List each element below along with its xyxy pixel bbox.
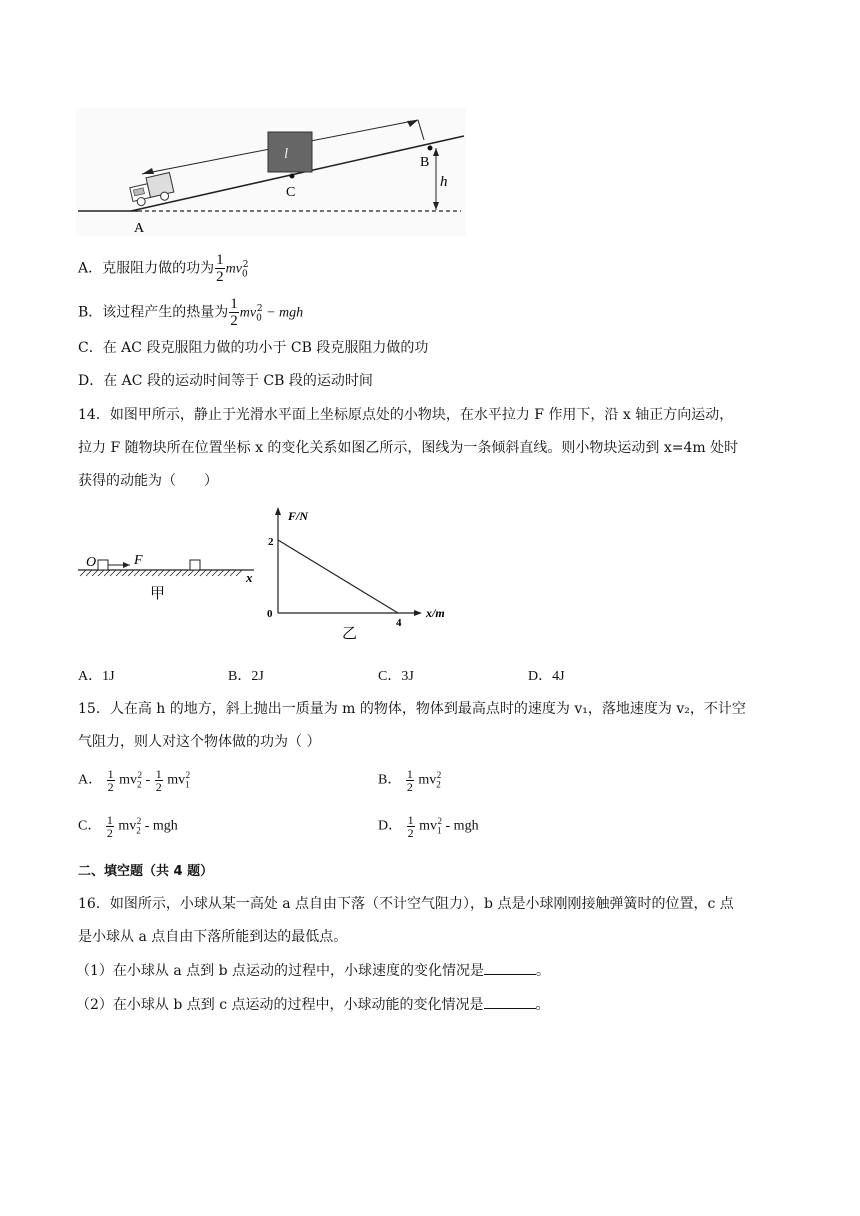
label-h: h <box>440 174 448 190</box>
label-a: A <box>134 221 145 236</box>
y-axis-label: F/N <box>288 509 309 523</box>
section-heading: 二、填空题（共 4 题） <box>78 864 214 879</box>
label-f: F <box>134 553 143 568</box>
q14-option-d: D．4J <box>528 669 565 684</box>
caption-yi: 乙 <box>342 624 358 642</box>
answer-blank-1[interactable] <box>484 960 536 975</box>
label-l: l <box>284 146 289 162</box>
q15-option-d: D． $\frac{1}{2}$ $mv_1^2$ - mgh <box>378 813 479 840</box>
answer-blank-2[interactable] <box>484 994 536 1009</box>
label-o: O <box>86 555 97 570</box>
label-x: x <box>246 570 253 585</box>
q13-option-b: B．该过程产生的热量为 $\frac{1}{2}$ $mv_0^2$ − mgh <box>78 296 304 329</box>
origin-label: 0 <box>267 608 273 620</box>
fig-jia <box>78 548 258 608</box>
q14-stem-line2: 拉力 F 随物块所在位置坐标 x 的变化关系如图乙所示，图线为一条倾斜直线。则小物块运动到 x=4m 处时 <box>78 440 739 456</box>
q15-option-b: B． $\frac{1}{2}$ $mv_2^2$ <box>378 767 442 794</box>
x-axis-label: x/m <box>426 606 445 620</box>
q15-stem-line1: 15．人在高 h 的地方，斜上抛出一质量为 m 的物体，物体到最高点时的速度为 v₁，落地速度为 v₂，不计空 <box>78 701 746 717</box>
q14-option-b: B．2J <box>228 669 264 684</box>
q15-stem-line2: 气阻力，则人对这个物体做的功为（ ） <box>78 734 321 750</box>
q15-option-a: A． $\frac{1}{2}$ $mv_2^2$ - $\frac{1}{2}$ $mv_1^2$ <box>78 767 191 794</box>
q15-option-c: C． $\frac{1}{2}$ $mv_2^2$ - mgh <box>78 813 178 840</box>
caption-jia: 甲 <box>150 584 166 602</box>
fig-yi-chart <box>258 505 458 645</box>
q16-stem-line2: 是小球从 a 点自由下落所能到达的最低点。 <box>78 929 348 945</box>
label-b: B <box>420 155 430 170</box>
series-line <box>278 540 398 613</box>
q16-sub-2: （2）在小球从 b 点到 c 点运动的过程中，小球动能的变化情况是 。 <box>76 994 550 1015</box>
q14-option-c: C．3J <box>378 669 414 684</box>
q13-option-a: A．克服阻力做的功为 $\frac{1}{2}$ $mv_0^2$ <box>78 252 249 285</box>
label-c: C <box>286 185 296 200</box>
q13-option-d: D．在 AC 段的运动时间等于 CB 段的运动时间 <box>78 373 373 389</box>
incline-figure <box>76 108 466 236</box>
q14-stem-line1: 14．如图甲所示，静止于光滑水平面上坐标原点处的小物块，在水平拉力 F 作用下，沿 x 轴正方向运动， <box>78 407 734 423</box>
q14-option-a: A．1J <box>78 669 115 684</box>
y-tick-label: 2 <box>268 536 274 548</box>
q16-stem-line1: 16．如图所示，小球从某一高处 a 点自由下落（不计空气阻力），b 点是小球刚刚接触弹簧时的位置，c 点 <box>78 896 734 912</box>
q16-sub-1: （1）在小球从 a 点到 b 点运动的过程中，小球速度的变化情况是 。 <box>76 960 550 981</box>
q13-option-c: C．在 AC 段克服阻力做的功小于 CB 段克服阻力做的功 <box>78 340 429 356</box>
x-tick-label: 4 <box>396 617 402 629</box>
q14-stem-line3: 获得的动能为（ ） <box>78 473 218 489</box>
